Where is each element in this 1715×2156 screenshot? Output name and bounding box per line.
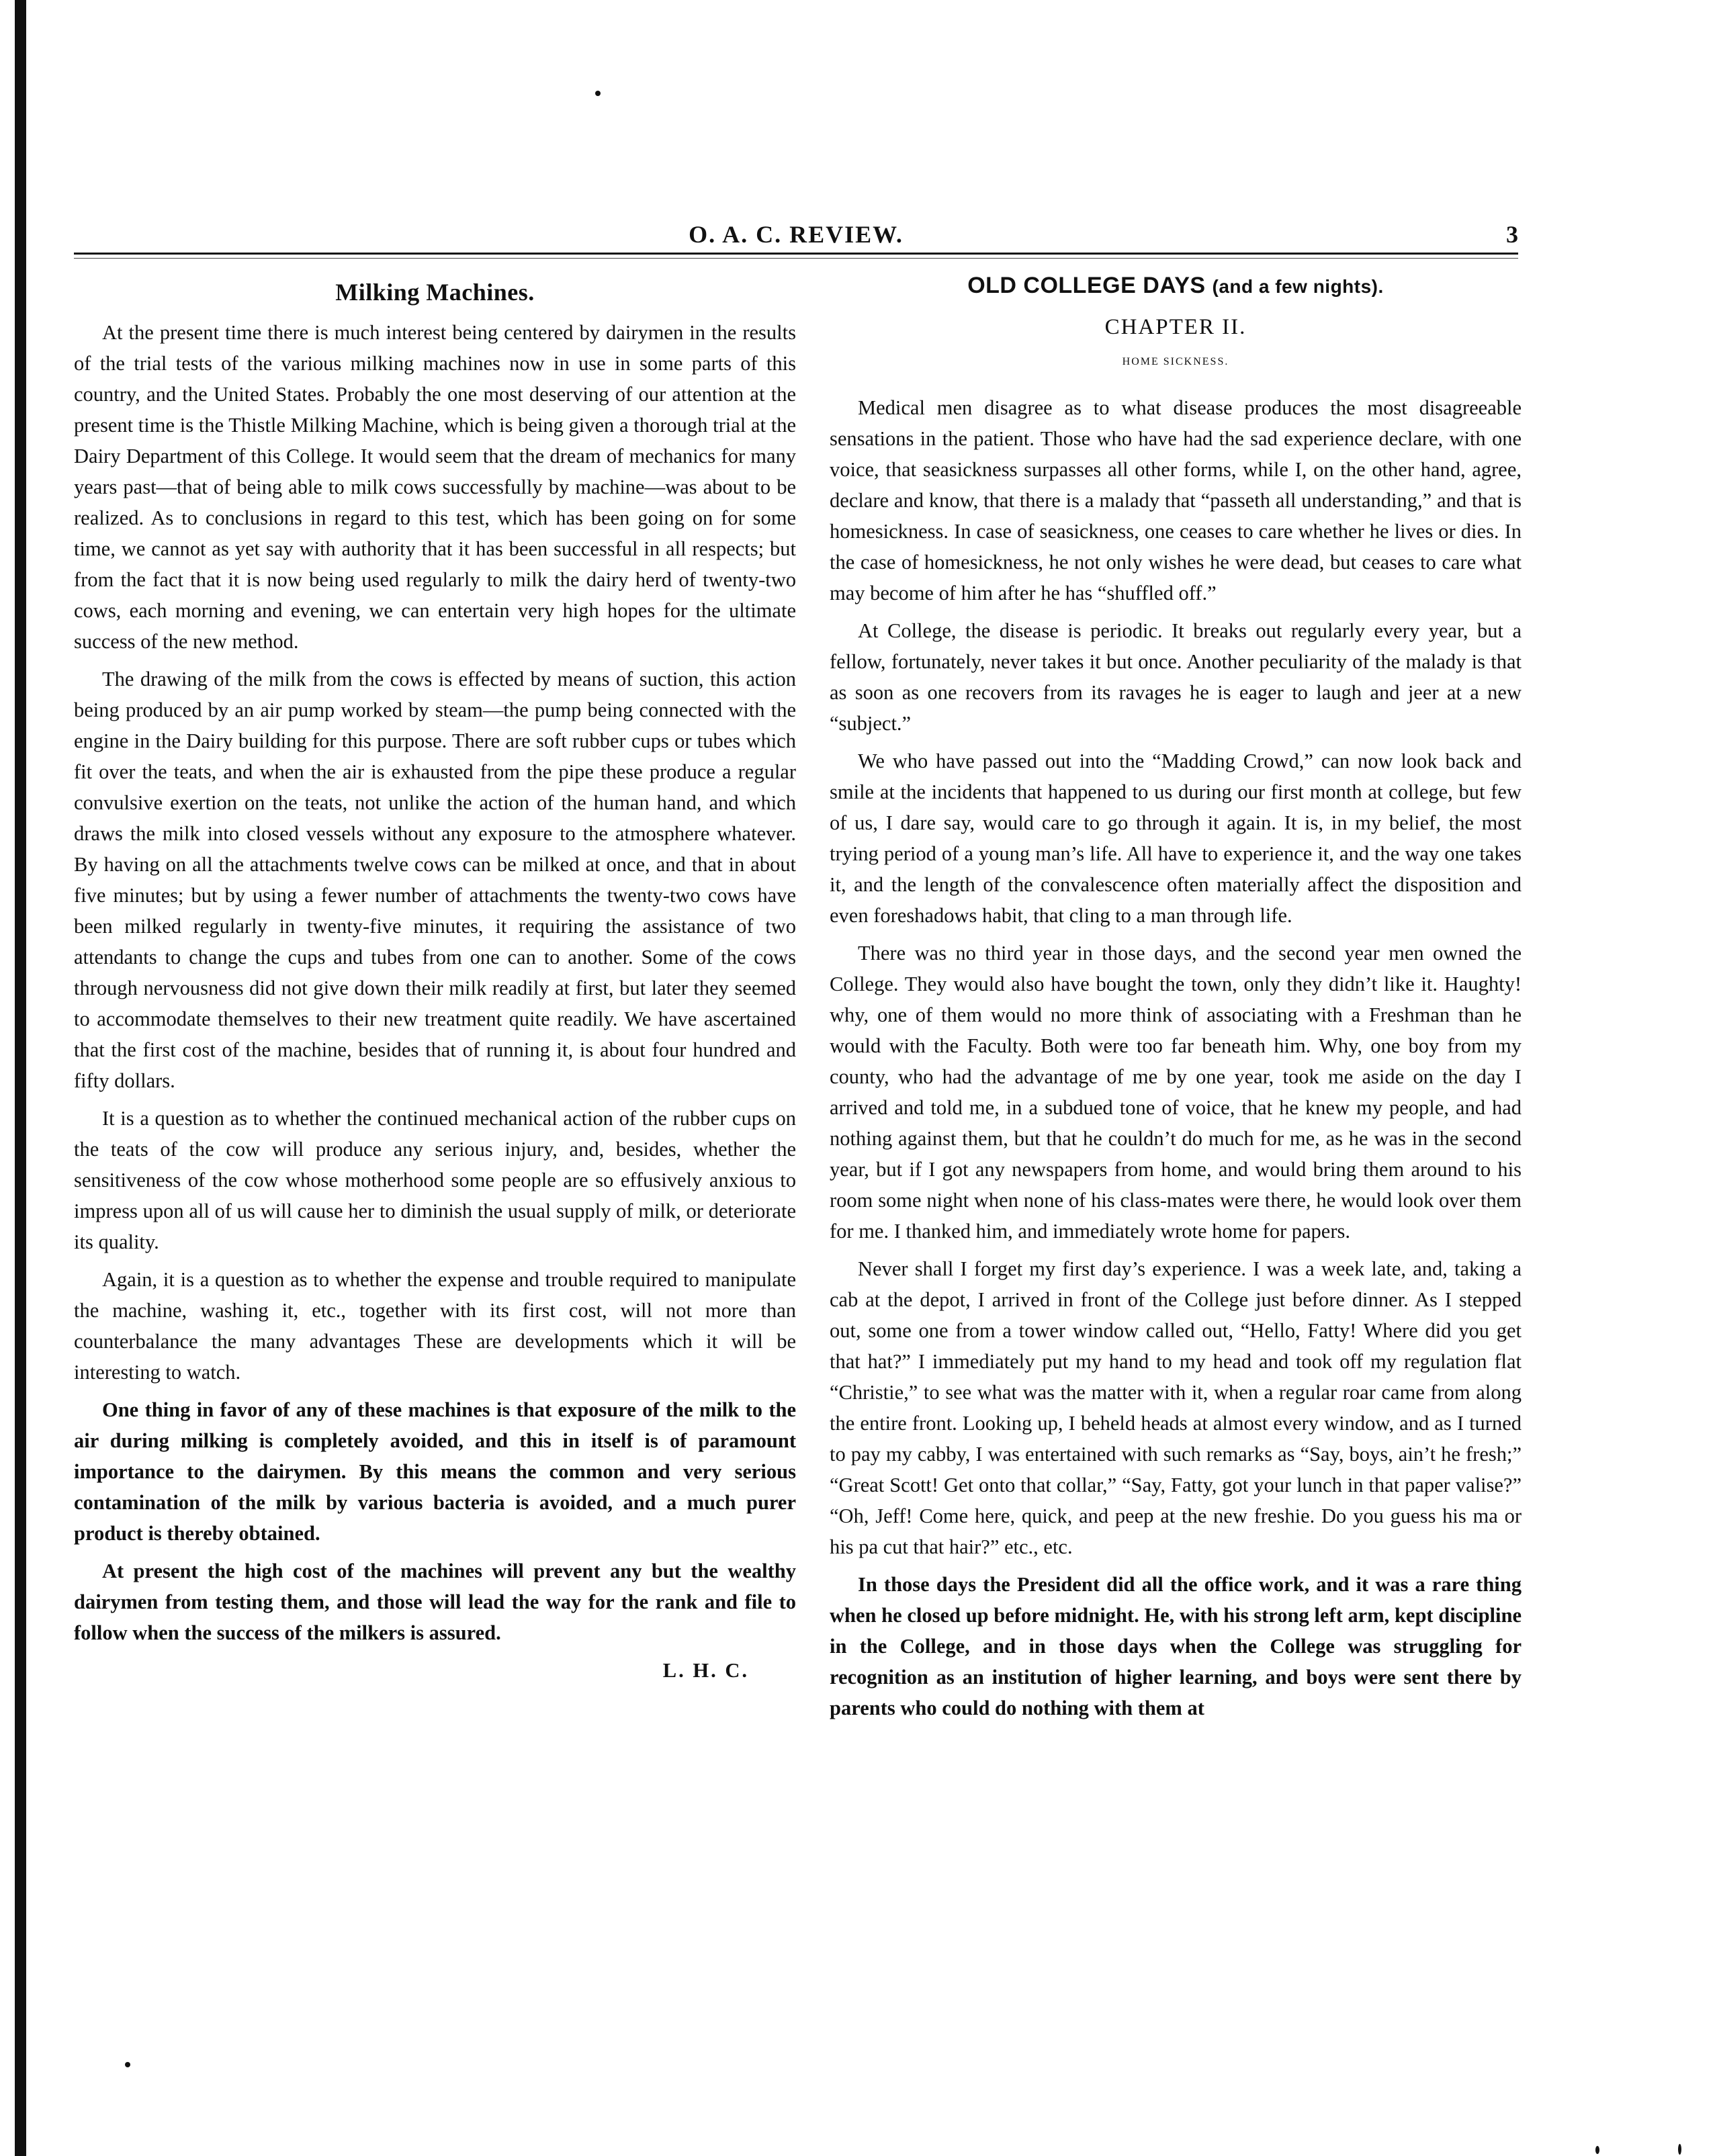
paragraph: The drawing of the milk from the cows is effected by means of suction, this action being produced by an air pump worked by steam—the pump being connected with the engine in the Dairy building for this purpose. There are soft rubber cups or tubes which fit over the teats, and when the air is exhausted from the pipe these produce a regular convulsive exertion on the teats, not unlike the action of the human hand, and which draws the milk into closed vessels without any exposure to the atmosphere whatever. By having on all the attachments twelve cows can be milked at once, and that in about five minutes; but by using a fewer number of attachments the twenty-two cows have been milked regularly in twenty-five minutes, it requiring the assistance of two attendants to change the cups and tubes from one can to another. Some of the cows through nervousness did not give down their milk readily at first, but later they seemed to accommodate themselves to their new treatment quite readily. We have ascertained that the first cost of the machine, besides that of running it, is about four hundred and fifty dollars. [74, 668, 796, 1092]
scan-edge-bar [15, 0, 26, 2156]
article-title-milking-machines: Milking Machines. [335, 279, 535, 306]
paragraph: Medical men disagree as to what disease produces the most disagreeable sensations in the patient. Those who have had the sad experience declare, with one voice, that seasickness surpasses all other forms, while I, on the other hand, agree, declare and know, that there is a malady that “passeth all understanding,” and that is homesickness. In case of seasickness, one ceases to care whether he lives or dies. In the case of homesickness, he not only wishes he were dead, but ceases to care what may become of him after he has “shuffled off.” [830, 396, 1522, 604]
paragraph: In those days the President did all the office work, and it was a rare thing when he closed up before midnight. He, with his strong left arm, kept discipline in the College, and in those days when the College was struggling for recognition as an institution of higher learning, and boys were sent there by parents who could do nothing with them at [830, 1573, 1522, 1719]
scan-speck [595, 91, 601, 96]
paragraph: At College, the disease is periodic. It breaks out regularly every year, but a fellow, fortunately, never takes it but once. Another peculiarity of the malady is that as soon as one recovers from its ravages he is eager to laugh and jeer at a new “subject.” [830, 619, 1522, 735]
right-column [830, 270, 1522, 1730]
section-heading: HOME SICKNESS. [1122, 356, 1229, 367]
paragraph: There was no third year in those days, and the second year men owned the College. They would also have bought the town, only they didn’t like it. Haughty! why, one of them would no more think of associating with a Freshman than he would with the Faculty. Both were too far beneath him. Why, one boy from my county, who had the advantage of me by one year, took me aside on the day I arrived and told me, in a subdued tone of voice, that he knew my people, and had nothing against them, but that he couldn’t do much for me, as he was in the second year, but if I got any newspapers from home, and would bring them around to his room some night when none of his class-mates were there, he would look over them for me. I thanked him, and immediately wrote home for papers. [830, 942, 1522, 1243]
scan-speck [1678, 2144, 1681, 2155]
paragraph: Again, it is a question as to whether the expense and trouble required to manipulate the machine, washing it, etc., together with its first cost, will not more than counterbalance the many advantages These are developments which it will be interesting to watch. [74, 1268, 796, 1384]
paragraph: Never shall I forget my first day’s experience. I was a week late, and, taking a cab at the depot, I arrived in front of the College just before dinner. As I stepped out, some one from a tower window called out, “Hello, Fatty! Where did you get that hat?” I immediately put my hand to my head and took off my regulation flat “Christie,” to see what was the matter with it, when a regular roar came from along the entire front. Looking up, I beheld heads at almost every window, and as I turned to pay my cabby, I was entertained with such remarks as “Say, boys, ain’t he fresh;” “Great Scott! Get onto that collar,” “Say, Fatty, got your lunch in that paper valise?” “Oh, Jeff! Come here, quick, and peep at the new freshie. Do you guess his ma or his pa cut that hair?” etc., etc. [830, 1257, 1522, 1558]
header-rule [74, 253, 1518, 255]
journal-title: O. A. C. REVIEW. [689, 221, 904, 248]
chapter-heading: CHAPTER II. [1104, 315, 1247, 339]
paragraph: At present the high cost of the machines will prevent any but the wealthy dairymen from testing them, and those will lead the way for the rank and file to follow when the success of the milkers is assured. [74, 1560, 796, 1644]
paragraph: At the present time there is much interest being centered by dairymen in the results of the trial tests of the various milking machines now in use in some parts of this country, and the United States. Probably the one most deserving of our attention at the present time is the Thistle Milking Machine, which is being given a thorough trial at the Dairy Department of this College. It would seem that the dream of mechanics for many years past—that of being able to milk cows successfully by machine—was about to be realized. As to conclusions in regard to this test, which has been going on for some time, we cannot as yet say with authority that it has been successful in all respects; but from the fact that it is now being used regularly to milk the dairy herd of twenty-two cows, each morning and evening, we can entertain very high hopes for the ultimate success of the new method. [74, 321, 796, 653]
paragraph: It is a question as to whether the continued mechanical action of the rubber cups on the teats of the cow will produce any serious injury, and, besides, whether the sensitiveness of the cow whose motherhood some people are so effusively anxious to impress upon all of us will cause her to diminish the usual supply of milk, or deteriorate its quality. [74, 1107, 796, 1253]
page-number: 3 [1506, 221, 1518, 248]
title-suffix: (and a few nights). [1212, 276, 1384, 297]
left-column [74, 270, 796, 1686]
scan-speck [125, 2062, 130, 2067]
article-title-old-college-days [830, 270, 1522, 302]
paragraph: We who have passed out into the “Madding Crowd,” can now look back and smile at the incidents that happened to us during our first month at college, but few of us, I dare say, would care to go through it again. It is, in my belief, the most trying period of a young man’s life. All have to experience it, and the way one takes it, and the length of the convalescence often materially affect the disposition and even foreshadows habit, that cling to a man through life. [830, 750, 1522, 927]
title-main: OLD COLLEGE DAYS [967, 273, 1206, 298]
page-header [74, 220, 1518, 251]
header-rule-thin [74, 258, 1518, 259]
paragraph: One thing in favor of any of these machines is that exposure of the milk to the air during milking is completely avoided, and this in itself is of paramount importance to the dairymen. By this means the common and very serious contamination of the milk by various bacteria is avoided, and a much purer product is thereby obtained. [74, 1398, 796, 1545]
author-signature: L. H. C. [662, 1659, 749, 1682]
scan-speck [1595, 2146, 1599, 2154]
